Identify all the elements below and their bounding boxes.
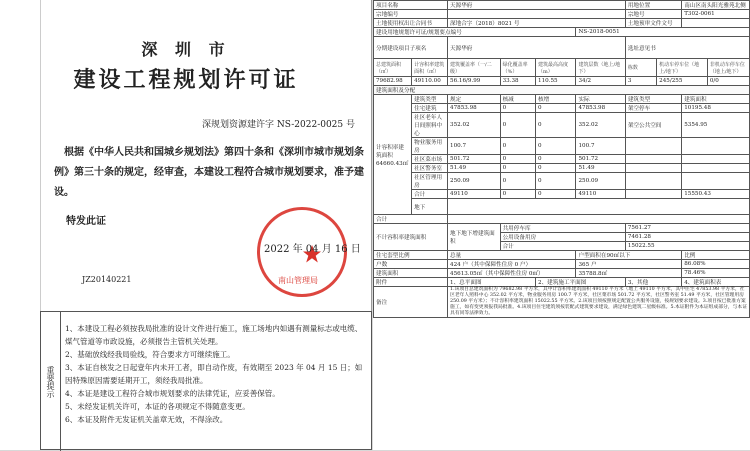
col-head: 建筑类型 (412, 95, 448, 104)
area-type: 社区管理用房 (412, 173, 448, 190)
mix-key: 建筑面积 (374, 269, 448, 278)
below-ground-label: 地下 (412, 199, 448, 215)
area-cell: 352.02 (448, 113, 501, 138)
area-type (625, 138, 681, 155)
notes-list (65, 322, 369, 426)
location-value: 南山区南头阳光雅苑北侧 (682, 1, 750, 10)
total-cell: 0 (536, 190, 576, 199)
area-cell: 0 (500, 155, 535, 164)
area-cell: 51.49 (576, 164, 625, 173)
area-cell: 0 (536, 173, 576, 190)
col-head: 建筑层数（地上/地下） (576, 59, 625, 77)
col-head: 建筑类型 (625, 95, 681, 104)
note-item: 3、本证自核发之日起壹年内未开工者，即自动作废，有效期至 2023 年 04 月 15 日；如因特殊原因需要延期开工，须经我局批准。 (65, 363, 363, 385)
col-head: 非机动车停车位（地上/地下） (707, 59, 749, 77)
license-value: NS-2018-0051 (576, 28, 750, 37)
area-cell: 0 (500, 138, 535, 155)
mix-cell: 86.08% (682, 260, 750, 269)
garage-value: 15022.55 (625, 242, 749, 251)
subproject-value: 天源华府 (448, 37, 626, 59)
value-cell: 245/255 (657, 77, 708, 86)
remarks-text: 1.该项目总建筑面积为 79682.98 平方米，其中计容积率建筑面积 49110 平方米（地上 49110 平方米，其中住宅 47853.98 平方米，社区老年人照料中心 352.02 平方米，物业服务用房 100.7 平方米，社区菜市场 501.72 平方米，社区警务室 51.49 平方米，社区管理用房 250.09 平方米）；不计容积率建筑面积 15022.55 平方米。2.该项目须按照规定配置公共服务设施，按规划要求建设。3.项目按已批准方案施工，如有变更须报我局批准。4.该项目住宅建筑须按装配式建筑要求建设，满足绿色建筑二星级标准。5.本证附件为本证组成部分，与本证具有同等法律效力。 (448, 287, 750, 318)
issue-date: 2022 年 04 月 16 日 (264, 244, 361, 255)
note-item: 2、基础放线经我局验线，符合要求方可继续施工。 (65, 350, 235, 359)
area-type: 物业服务用房 (412, 138, 448, 155)
area-cell: 47853.98 (448, 104, 501, 113)
garage-type: 共用停车库 (500, 224, 625, 233)
area-cell: 501.72 (448, 155, 501, 164)
annex-item: 2、建筑施工平面图 (536, 278, 626, 287)
area-type: 社区警务室 (412, 164, 448, 173)
total-cell (625, 190, 681, 199)
serial-number: JZ20140221 (82, 275, 132, 284)
mix-key: 户数 (374, 260, 448, 269)
area-cell: 0 (536, 138, 576, 155)
below-ground-cell (448, 199, 750, 215)
parcel-label: 宗地编号 (374, 10, 448, 19)
permit-certificate (0, 0, 372, 450)
value-cell: 56.16/9.99 (448, 77, 501, 86)
area-cell: 250.09 (576, 173, 625, 190)
col-head: 建筑面积 (682, 95, 750, 104)
total-cell: 0 (500, 190, 535, 199)
mix-cell: 35788.8㎡ (576, 269, 682, 278)
annex-item: 3、其他 (625, 278, 681, 287)
contract-label: 土地使用权出让合同书 (374, 19, 448, 28)
subproject-label: 分期建设项目子项名 (374, 37, 448, 59)
area-cell (682, 155, 750, 164)
permit-title: 建设工程规划许可证 (73, 67, 299, 93)
project-value: 天源华府 (448, 1, 626, 10)
document-number: 深规划资源建许字 NS-2022-0025 号 (202, 120, 355, 130)
value-cell: 49110.00 (412, 77, 448, 86)
area-section-title: 建筑面积及分配 (374, 86, 750, 95)
area-type (625, 164, 681, 173)
below-total-cell (448, 215, 750, 224)
license-label: 建设用地规划许可证/规划要点编号 (374, 28, 576, 37)
total-cell: 49110 (448, 190, 501, 199)
annex-item: 4、建筑面积表 (682, 278, 750, 287)
garage-type: 合计 (500, 242, 625, 251)
col-head: 建筑最高高度（m） (536, 59, 576, 77)
area-cell: 250.09 (448, 173, 501, 190)
mix-head: 总量 (448, 251, 576, 260)
area-type: 社区菜市场 (412, 155, 448, 164)
col-head: 核减 (500, 95, 535, 104)
parcel-value (448, 10, 626, 19)
mix-cell: 45613.05㎡（其中保障性住房 0㎡） (448, 269, 576, 278)
issued-text: 特发此证 (66, 216, 106, 227)
value-cell: 110.55 (536, 77, 576, 86)
mix-label: 住宅套型比例 (374, 251, 448, 260)
area-cell: 501.72 (576, 155, 625, 164)
area-cell: 0 (536, 104, 576, 113)
col-head: 栋数 (625, 59, 656, 77)
site-opinion-label: 选址意见书 (625, 37, 749, 59)
value-cell: 33.38 (500, 77, 535, 86)
important-notes (40, 311, 372, 450)
mix-cell: 78.46% (682, 269, 750, 278)
col-head: 总建筑面积（㎡） (374, 59, 412, 77)
area-cell (682, 173, 750, 190)
col-head: 实际 (576, 95, 625, 104)
location-label: 用地位置 (625, 1, 681, 10)
area-cell: 10195.48 (682, 104, 750, 113)
mix-cell: 365 户 (576, 260, 682, 269)
area-cell: 47853.98 (576, 104, 625, 113)
note-item: 1、本建设工程必须按我局批准的设计文件进行施工，施工场地内如遇有测量标志或电缆、煤气管道等市政设施，必须报告主管机关处理。 (65, 324, 363, 346)
col-head: 机动车停车位（地上/地下） (657, 59, 708, 77)
seal-label: 南山管理局 (278, 276, 318, 285)
area-type (625, 155, 681, 164)
area-cell: 0 (500, 164, 535, 173)
area-cell: 100.7 (448, 138, 501, 155)
area-cell: 352.02 (576, 113, 625, 138)
area-cell: 5354.95 (682, 113, 750, 138)
doc-value (682, 19, 750, 28)
area-type (625, 173, 681, 190)
col-head: 核增 (536, 95, 576, 104)
value-cell: 79682.98 (374, 77, 412, 86)
area-cell (682, 138, 750, 155)
floor-area-label: 计容积率建筑面积 64660.43㎡ (374, 95, 412, 215)
annex-label: 附件 (374, 278, 448, 287)
mix-head: 户型面积在90㎡以下 (576, 251, 682, 260)
area-cell: 0 (500, 113, 535, 138)
note-item: 4、本证是建设工程符合城市规划要求的法律凭证，应妥善保管。 (65, 389, 280, 398)
area-cell: 0 (500, 173, 535, 190)
total-label: 合计 (374, 215, 448, 224)
note-item: 5、未经发证机关许可，本证的各项规定不得随意变更。 (65, 402, 250, 411)
project-label: 项目名称 (374, 1, 448, 10)
city-name: 深 圳 市 (141, 40, 231, 59)
contract-value: 深地合字（2018）8021 号 (448, 19, 626, 28)
mix-head: 比例 (682, 251, 750, 260)
remarks-label: 备注 (374, 287, 448, 318)
total-cell: 15550.43 (682, 190, 750, 199)
annex-item: 1、总平面图 (448, 278, 536, 287)
area-type: 住宅建筑 (412, 104, 448, 113)
area-cell: 100.7 (576, 138, 625, 155)
total-label: 合计 (412, 190, 448, 199)
area-cell: 0 (536, 164, 576, 173)
col-head: 绿化覆盖率（%） (500, 59, 535, 77)
land-value: T302-0061 (682, 10, 750, 19)
area-type: 社区老年人日间照料中心 (412, 113, 448, 138)
total-cell: 49110 (576, 190, 625, 199)
area-cell: 0 (536, 113, 576, 138)
area-cell: 51.49 (448, 164, 501, 173)
garage-value: 7561.27 (625, 224, 749, 233)
value-cell: 34/2 (576, 77, 625, 86)
garage-value: 7461.28 (625, 233, 749, 242)
garage-label: 地下地下增建筑面积 (448, 224, 501, 251)
notes-title: 重要提示 (41, 312, 61, 451)
value-cell: 3 (625, 77, 656, 86)
land-label: 宗地号 (625, 10, 681, 19)
note-item: 6、本证及附件无发证机关盖章无效，不得涂改。 (65, 415, 228, 424)
non-fa-label: 不计容积率建筑面积 (374, 224, 448, 251)
col-head: 计容积率建筑面积（㎡） (412, 59, 448, 77)
value-cell: 0/0 (707, 77, 749, 86)
col-head: 建筑覆盖率（一/二级） (448, 59, 501, 77)
area-cell: 0 (500, 104, 535, 113)
doc-label: 土地预审文件文号 (625, 19, 681, 28)
area-cell: 0 (536, 155, 576, 164)
mix-cell: 424 户（其中保障性住房 0 户） (448, 260, 576, 269)
garage-type: 公用设备用房 (500, 233, 625, 242)
permit-body: 根据《中华人民共和国城乡规划法》第四十条和《深圳市城市规划条例》第三十条的规定，经审查，本建设工程符合城市规划要求，准予建设。 (54, 147, 364, 198)
permit-details-table (373, 0, 750, 450)
col-head: 规定 (448, 95, 501, 104)
area-type: 架空公共空间 (625, 113, 681, 138)
area-type: 架空停车 (625, 104, 681, 113)
details-table (373, 0, 750, 318)
area-cell (682, 164, 750, 173)
